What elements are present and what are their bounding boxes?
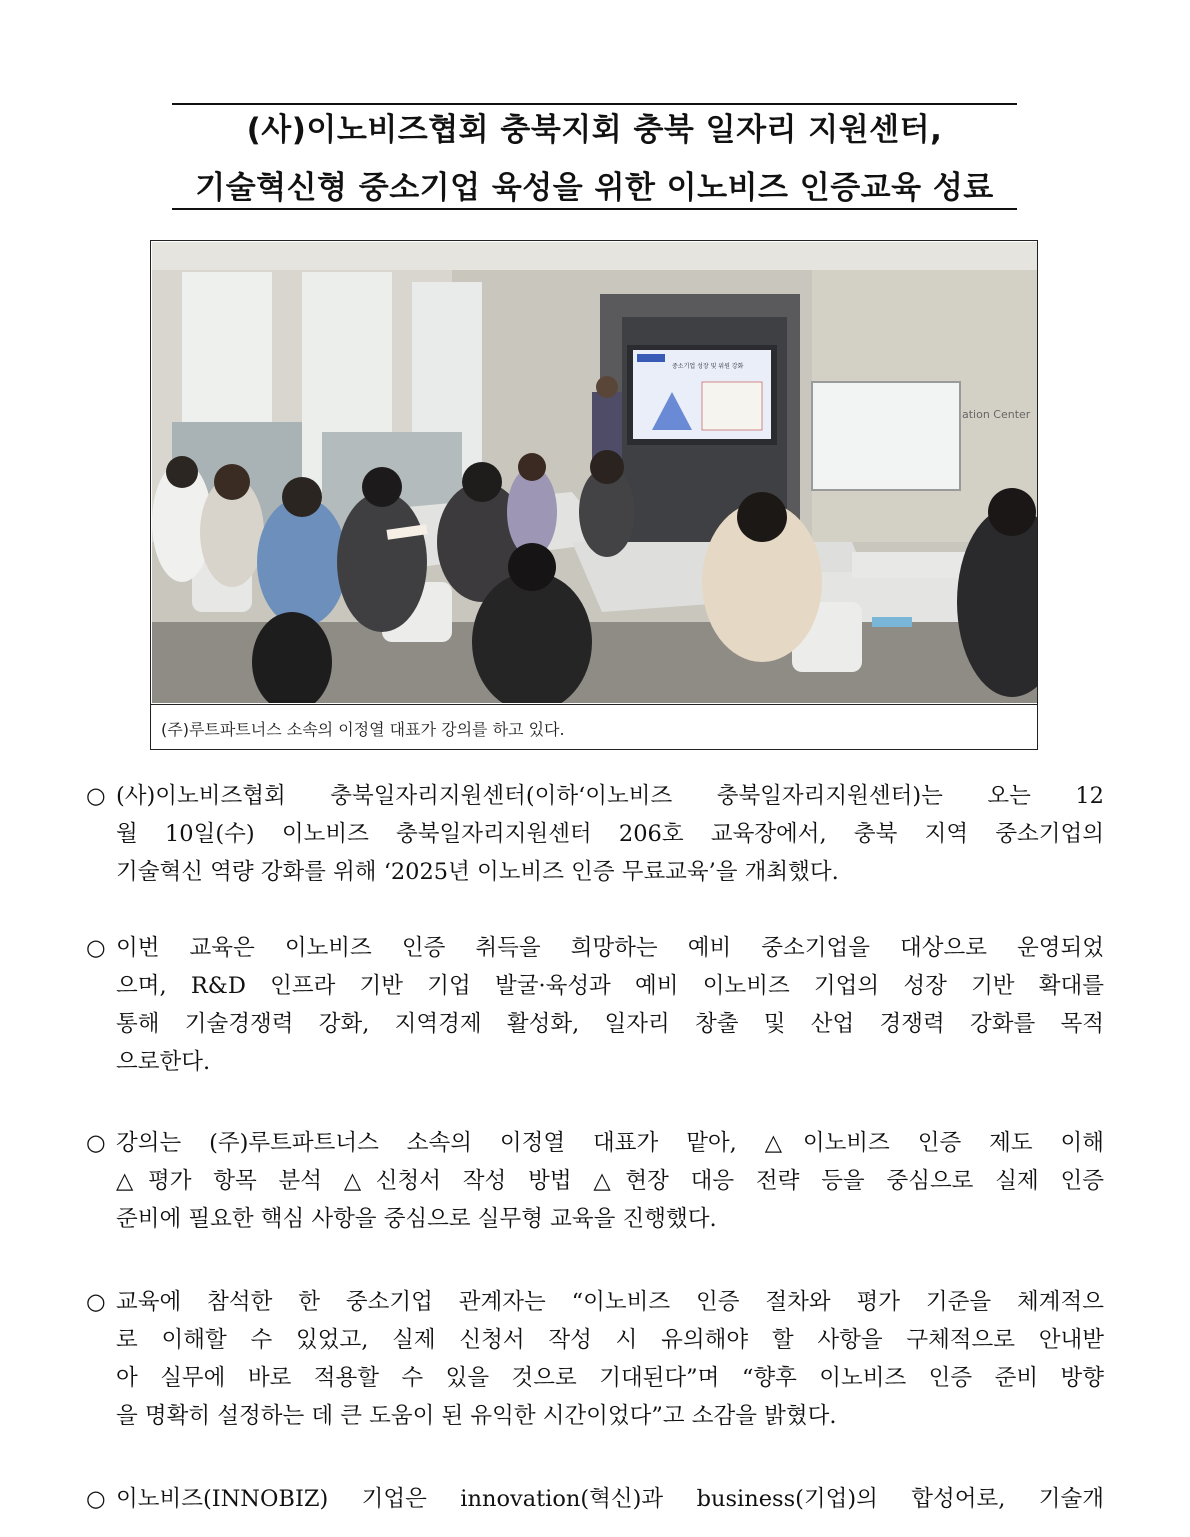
headline-line-2: 기술혁신형 중소기업 육성을 위한 이노비즈 인증교육 성료 [195, 170, 994, 206]
title-top-rule [172, 103, 1017, 105]
paragraph-1-line-1: (사)이노비즈협회 충북일자리지원센터(이하‘이노비즈 충북일자리지원센터)는 오는 12 [116, 783, 1104, 809]
paragraph-5 [86, 1480, 1104, 1518]
paragraph-4-line-3: 아 실무에 바로 적용할 수 있을 것으로 기대된다”며 “향후 이노비즈 인증 준비 방향 [116, 1365, 1104, 1391]
circle-bullet-icon: ○ [86, 1289, 106, 1315]
photo-caption: (주)루트파트너스 소속의 이정열 대표가 강의를 하고 있다. [161, 720, 565, 739]
paragraph-1 [86, 777, 1104, 891]
circle-bullet-icon: ○ [86, 935, 106, 961]
paragraph-2-line-2: 으며, R&D 인프라 기반 기업 발굴·육성과 예비 이노비즈 기업의 성장 기반 확대를 [116, 973, 1104, 999]
title-bottom-rule [172, 208, 1017, 210]
photo-figure [150, 240, 1038, 750]
paragraph-1-line-2: 월 10일(수) 이노비즈 충북일자리지원센터 206호 교육장에서, 충북 지역 중소기업의 [116, 821, 1104, 847]
caption-divider [151, 704, 1037, 705]
circle-bullet-icon: ○ [86, 1130, 106, 1156]
headline [172, 103, 1017, 210]
headline-line-1: (사)이노비즈협회 충북지회 충북 일자리 지원센터, [246, 112, 943, 148]
circle-bullet-icon: ○ [86, 783, 106, 809]
paragraph-1-line-3: 기술혁신 역량 강화를 위해 ‘2025년 이노비즈 인증 무료교육’을 개최했다. [116, 859, 839, 885]
paragraph-4 [86, 1283, 1104, 1435]
paragraph-4-line-1: 교육에 참석한 한 중소기업 관계자는 “이노비즈 인증 절차와 평가 기준을 체계적으 [116, 1289, 1104, 1315]
classroom-photo [152, 242, 1037, 703]
paragraph-3 [86, 1124, 1104, 1238]
circle-bullet-icon: ○ [86, 1486, 106, 1512]
paragraph-4-line-2: 로 이해할 수 있었고, 실제 신청서 작성 시 유의해야 할 사항을 구체적으로 안내받 [116, 1327, 1104, 1353]
slide-title: 중소기업 성장 및 위원 강화 [672, 363, 744, 370]
paragraph-3-line-1: 강의는 (주)루트파트너스 소속의 이정열 대표가 맡아, △이노비즈 인증 제도 이해 [116, 1130, 1104, 1156]
paragraph-2 [86, 929, 1104, 1081]
paragraph-2-line-1: 이번 교육은 이노비즈 인증 취득을 희망하는 예비 중소기업을 대상으로 운영되었 [116, 935, 1104, 961]
paragraph-5-line-1: 이노비즈(INNOBIZ) 기업은 innovation(혁신)과 business(기업)의 합성어로, 기술개 [116, 1486, 1104, 1512]
paragraph-3-line-2: △평가 항목 분석 △신청서 작성 방법 △현장 대응 전략 등을 중심으로 실제 인증 [116, 1168, 1104, 1194]
wall-sign: ation Center [962, 408, 1031, 421]
paragraph-2-line-4: 으로한다. [116, 1049, 211, 1075]
paragraph-3-line-3: 준비에 필요한 핵심 사항을 중심으로 실무형 교육을 진행했다. [116, 1206, 717, 1232]
paragraph-2-line-3: 통해 기술경쟁력 강화, 지역경제 활성화, 일자리 창출 및 산업 경쟁력 강화를 목적 [116, 1011, 1104, 1037]
paragraph-4-line-4: 을 명확히 설정하는 데 큰 도움이 된 유익한 시간이었다”고 소감을 밝혔다. [116, 1403, 837, 1429]
